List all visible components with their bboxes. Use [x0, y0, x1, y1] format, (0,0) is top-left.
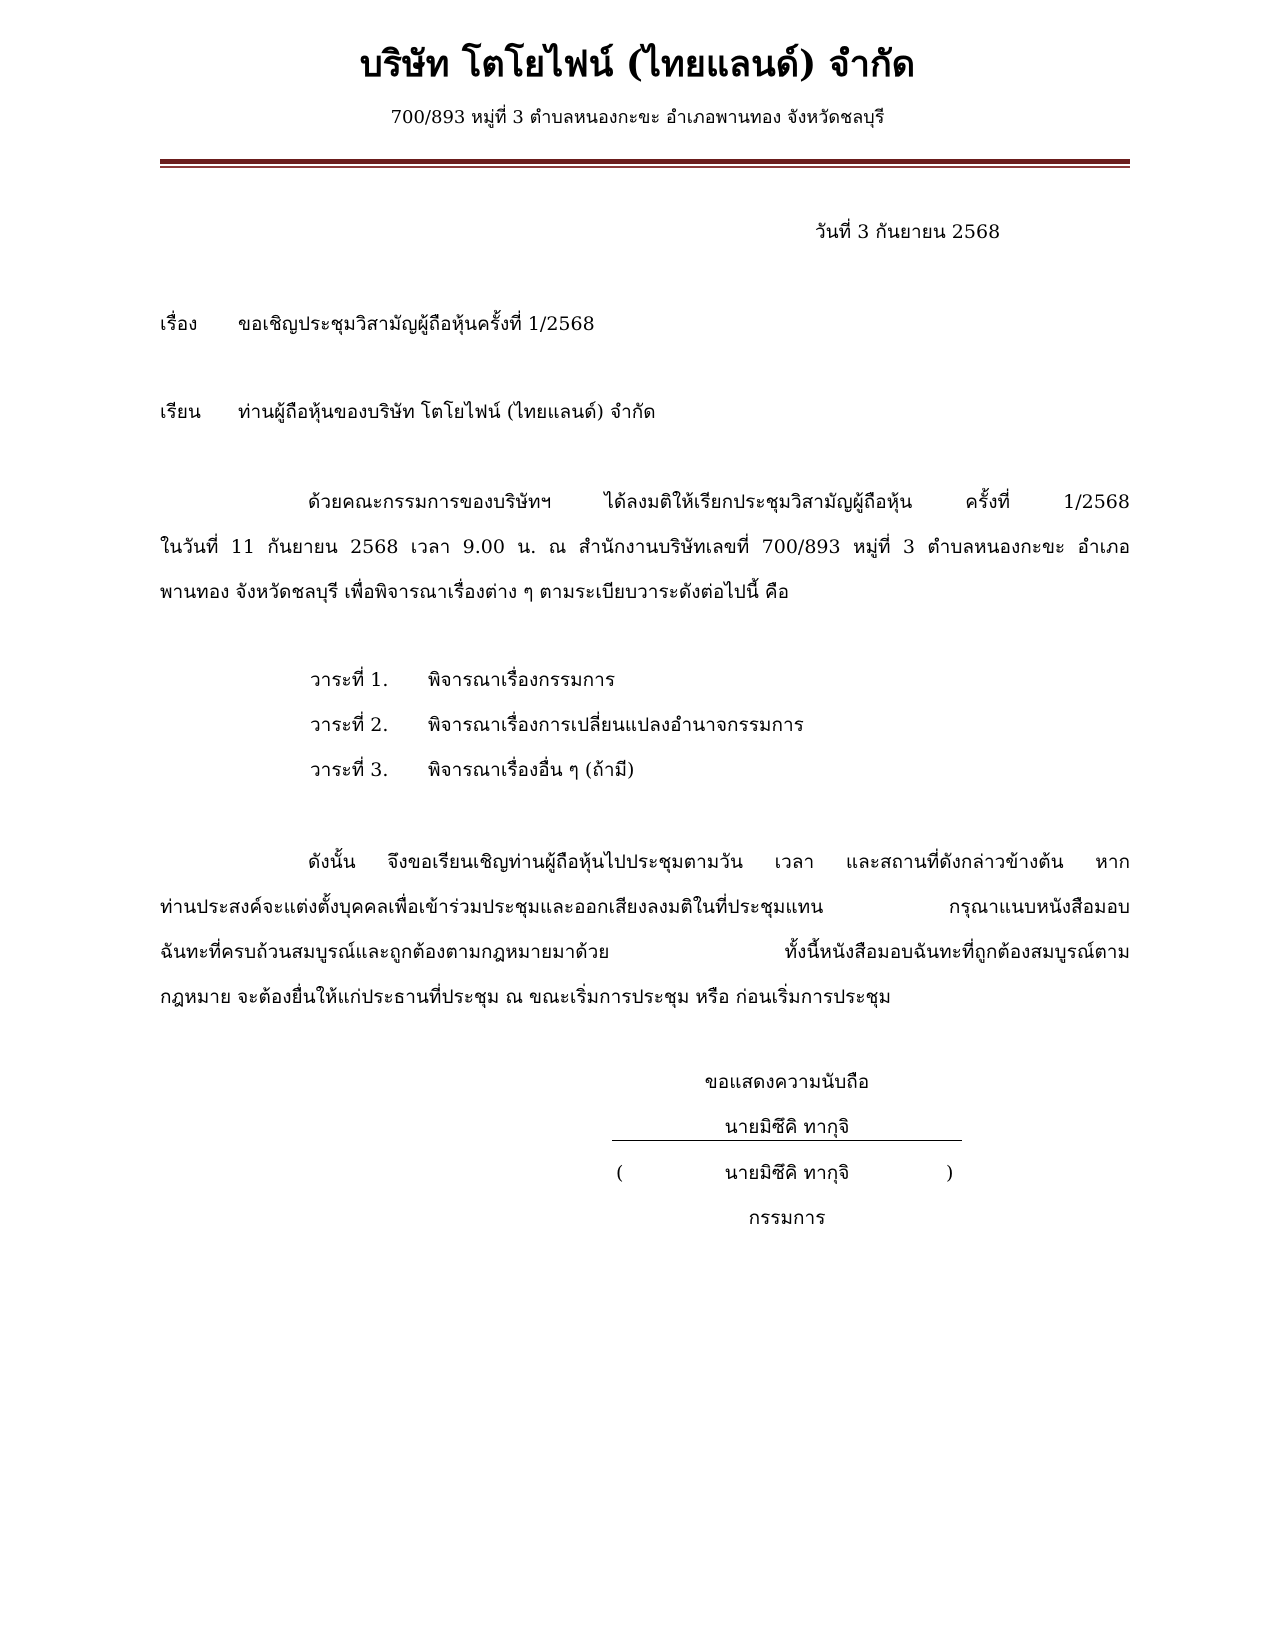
paragraph-line: ท่านประสงค์จะแต่งตั้งบุคคลเพื่อเข้าร่วมประชุมและออกเสียงลงมติในที่ประชุมแทน กรุณาแนบหนังสือมอบ — [160, 896, 1130, 918]
addressee-text: ท่านผู้ถือหุ้นของบริษัท โตโยไฟน์ (ไทยแลนด์) จำกัด — [238, 401, 656, 423]
letterhead-rule-thick — [160, 159, 1130, 164]
agenda-item — [310, 711, 804, 739]
paragraph-line: กฎหมาย จะต้องยื่นให้แก่ประธานที่ประชุม ณ ขณะเริ่มการประชุม หรือ ก่อนเริ่มการประชุม — [160, 986, 891, 1008]
printed-name: นายมิซึคิ ทากุจิ — [724, 1162, 850, 1184]
agenda-text: พิจารณาเรื่องกรรมการ — [428, 669, 616, 691]
agenda-text: พิจารณาเรื่องการเปลี่ยนแปลงอำนาจกรรมการ — [428, 714, 804, 736]
close-parenthesis: ) — [946, 1162, 954, 1184]
signature: นายมิซึคิ ทากุจิ — [724, 1116, 850, 1138]
agenda-item — [310, 756, 634, 784]
paragraph-line: ในวันที่ 11 กันยายน 2568 เวลา 9.00 น. ณ สำนักงานบริษัทเลขที่ 700/893 หมู่ที่ 3 ตำบลหนองกะขะ อำเภอ — [160, 536, 1130, 558]
open-parenthesis: ( — [616, 1162, 624, 1184]
agenda-number: วาระที่ 3. — [310, 759, 389, 781]
paragraph-line: ด้วยคณะกรรมการของบริษัทฯ ได้ลงมติให้เรียกประชุมวิสามัญผู้ถือหุ้น ครั้งที่ 1/2568 — [308, 491, 1130, 513]
letter-date: วันที่ 3 กันยายน 2568 — [815, 221, 1001, 243]
agenda-item — [310, 666, 615, 694]
paragraph-line: ฉันทะที่ครบถ้วนสมบูรณ์และถูกต้องตามกฎหมายมาด้วย ทั้งนี้หนังสือมอบฉันทะที่ถูกต้องสมบูรณ์ตาม — [160, 941, 1130, 963]
company-address: 700/893 หมู่ที่ 3 ตำบลหนองกะขะ อำเภอพานทอง จังหวัดชลบุรี — [390, 107, 885, 128]
signer-position: กรรมการ — [748, 1207, 826, 1229]
subject-text: ขอเชิญประชุมวิสามัญผู้ถือหุ้นครั้งที่ 1/2568 — [238, 313, 595, 335]
agenda-number: วาระที่ 1. — [310, 669, 389, 691]
agenda-number: วาระที่ 2. — [310, 714, 389, 736]
subject-label: เรื่อง — [160, 313, 198, 335]
paragraph-proxy — [160, 840, 1130, 1020]
signature-line — [612, 1140, 962, 1141]
agenda-text: พิจารณาเรื่องอื่น ๆ (ถ้ามี) — [428, 759, 635, 781]
letterhead-rule-thin — [160, 166, 1130, 168]
company-name: บริษัท โตโยไฟน์ (ไทยแลนด์) จำกัด — [359, 43, 916, 85]
paragraph-invitation — [160, 480, 1130, 615]
closing-text: ขอแสดงความนับถือ — [704, 1071, 870, 1093]
paragraph-line: ดังนั้น จึงขอเรียนเชิญท่านผู้ถือหุ้นไปประชุมตามวัน เวลา และสถานที่ดังกล่าวข้างต้น หาก — [308, 851, 1130, 873]
addressee-label: เรียน — [160, 401, 201, 423]
paragraph-line: พานทอง จังหวัดชลบุรี เพื่อพิจารณาเรื่องต่าง ๆ ตามระเบียบวาระดังต่อไปนี้ คือ — [160, 581, 790, 603]
